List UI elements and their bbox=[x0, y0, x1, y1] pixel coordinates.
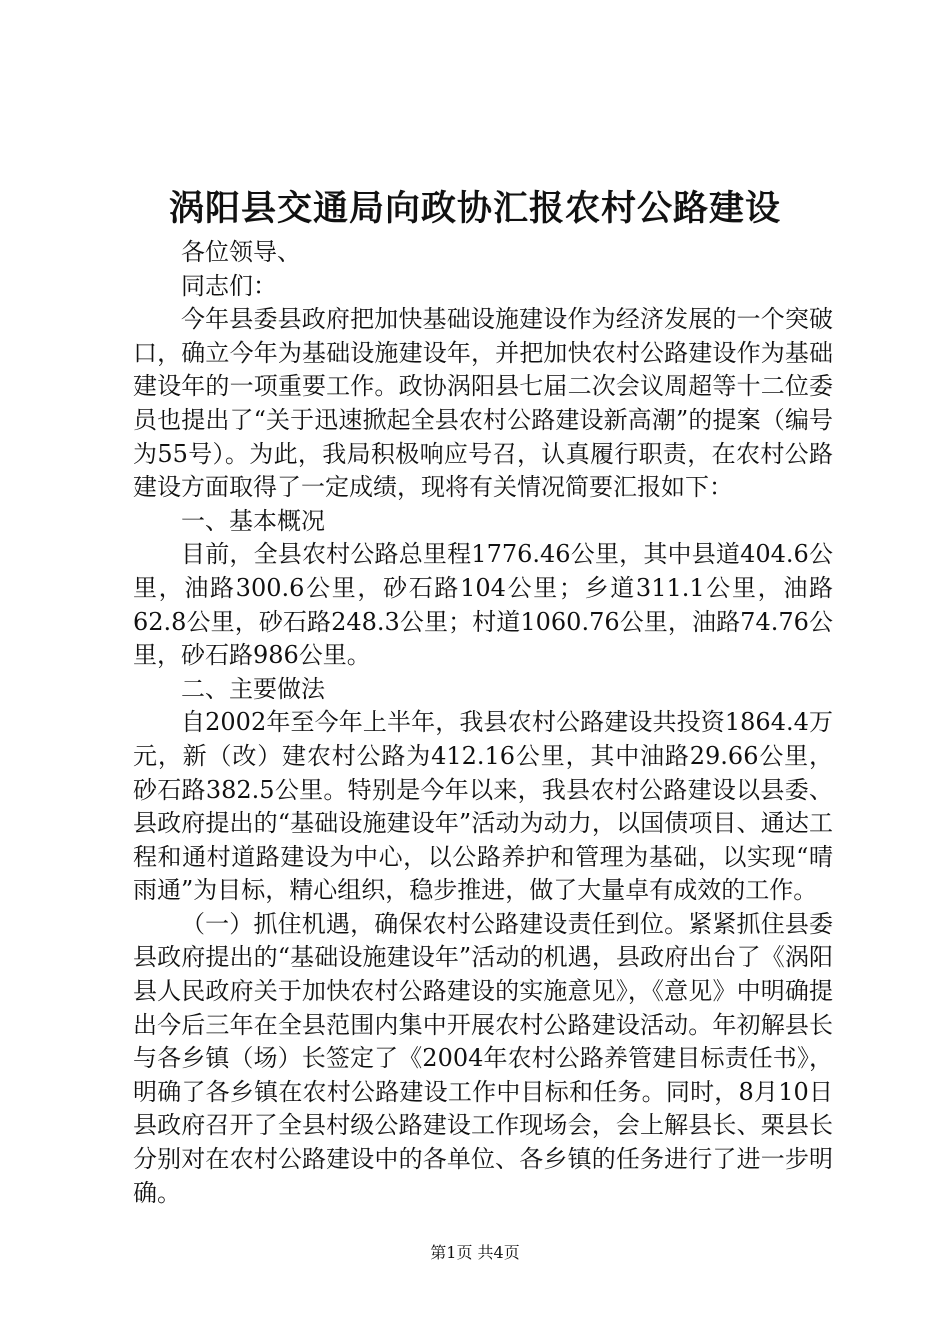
document-title: 涡阳县交通局向政协汇报农村公路建设 bbox=[168, 188, 781, 229]
overview-paragraph: 目前，全县农村公路总里程1776.46公里，其中县道404.6公里，油路300.6公里，砂石路104公里；乡道311.1公里，油路62.8公里，砂石路248.3公里；村道1060.76公里，油路74.76公里，砂石路986公里。 bbox=[133, 540, 833, 670]
section-heading-practices: 二、主要做法 bbox=[181, 674, 325, 703]
document-body bbox=[133, 236, 833, 1210]
subsection-paragraph-1: （一）抓住机遇，确保农村公路建设责任到位。紧紧抓住县委县政府提出的“基础设施建设年”活动的机遇，县政府出台了《涡阳县人民政府关于加快农村公路建设的实施意见》，《意见》中明确提出今后三年在全县范围内集中开展农村公路建设活动。年初解县长与各乡镇（场）长签定了《2004年农村公路养管建目标责任书》，明确了各乡镇在农村公路建设工作中目标和任务。同时，8月10日县政府召开了全县村级公路建设工作现场会，会上解县长、栗县长分别对在农村公路建设中的各单位、各乡镇的任务进行了进一步明确。 bbox=[133, 909, 833, 1207]
section-heading-overview: 一、基本概况 bbox=[181, 506, 325, 535]
intro-paragraph: 今年县委县政府把加快基础设施建设作为经济发展的一个突破口，确立今年为基础设施建设年，并把加快农村公路建设作为基础建设年的一项重要工作。政协涡阳县七届二次会议周超等十二位委员也提出了“关于迅速掀起全县农村公路建设新高潮”的提案（编号为55号）。为此，我局积极响应号召，认真履行职责，在农村公路建设方面取得了一定成绩，现将有关情况简要汇报如下： bbox=[133, 305, 833, 502]
salutation-comrades: 同志们： bbox=[181, 271, 277, 300]
page-number-footer: 第1页 共4页 bbox=[430, 1243, 520, 1262]
salutation-leaders: 各位领导、 bbox=[181, 238, 301, 266]
practices-paragraph: 自2002年至今年上半年，我县农村公路建设共投资1864.4万元，新（改）建农村公路为412.16公里，其中油路29.66公里，砂石路382.5公里。特别是今年以来，我县农村公路建设以县委、县政府提出的“基础设施建设年”活动为动力，以国债项目、通达工程和通村道路建设为中心，以公路养护和管理为基础，以实现“晴雨通”为目标，精心组织，稳步推进，做了大量卓有成效的工作。 bbox=[133, 708, 833, 905]
